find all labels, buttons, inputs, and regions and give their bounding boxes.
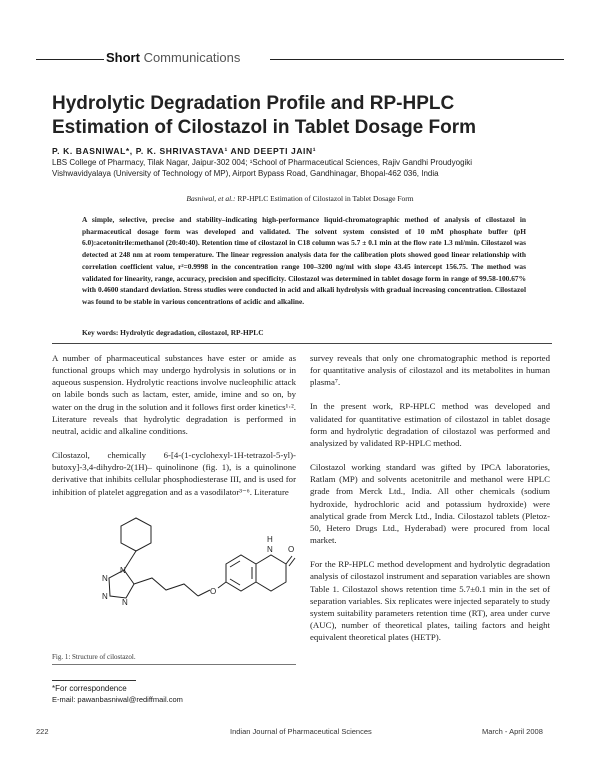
section-label-rest: Communications xyxy=(139,50,241,65)
body-paragraph: Cilostazol, chemically 6-[4-(1-cyclohexyl-1H-tetrazol-5-yl)-butoxy]-3,4-dihydro-2(1H)– quinolinone (fig. 1), is a quinolinone derivative that inhibits cellular phosphodiesterase III, and is used for inhibition of platelet aggregation and as a vasodilator³⁻⁶. Literature xyxy=(52,450,296,497)
section-label-bold: Short xyxy=(106,50,140,65)
atom-o-carbonyl: O xyxy=(288,545,295,554)
affiliation-line-1: LBS College of Pharmacy, Tilak Nagar, Jaipur-302 004; ¹School of Pharmaceutical Sciences, Rajiv Gandhi Proudyogiki xyxy=(52,158,473,167)
body-paragraph: survey reveals that only one chromatographic method is reported for quantitative analysis of cilostazol and its metabolites in human plasma⁷. xyxy=(310,353,550,388)
atom-n: N xyxy=(102,574,108,583)
running-title xyxy=(0,194,600,203)
right-column xyxy=(310,352,550,655)
body-paragraph: A number of pharmaceutical substances have ester or amide as functional groups which may undergo hydrolysis in solutions or in aqueous suspension. Hydrolytic reactions involve nucleophilic attack on labile bonds such as lactam, ester, amide, imine and so on, by water on the drug in the solution and it follows first order kinetics¹·². Literature reveals that hydrolytic degradation is performed in neutral, acidic and alkaline conditions. xyxy=(52,353,296,436)
atom-n: N xyxy=(120,566,126,575)
running-title-text: RP-HPLC Estimation of Cilostazol in Tablet Dosage Form xyxy=(235,194,414,203)
page-number: 222 xyxy=(36,727,49,736)
butyl-chain xyxy=(134,578,198,596)
abstract-divider xyxy=(52,343,552,344)
author-list: P. K. BASNIWAL*, P. K. SHRIVASTAVA¹ AND DEEPTI JAIN¹ xyxy=(52,146,317,156)
correspondence-email: E-mail: pawanbasniwal@rediffmail.com xyxy=(52,695,183,704)
atom-n: N xyxy=(122,598,128,607)
figure-caption: Fig. 1: Structure of cilostazol. xyxy=(52,653,136,661)
lactam-ring xyxy=(256,555,286,591)
footnote-divider xyxy=(52,680,136,681)
journal-name: Indian Journal of Pharmaceutical Sciences xyxy=(230,727,372,736)
atom-h: H xyxy=(267,535,273,544)
affiliation-line-2: Vishwavidyalaya (University of Technology of MP), Airport Bypass Road, Gandhinagar, Bhopal-462 036, India xyxy=(52,169,439,178)
article-title: Hydrolytic Degradation Profile and RP-HPLC Estimation of Cilostazol in Tablet Dosage Form xyxy=(52,93,477,138)
correspondence-label: *For correspondence xyxy=(52,684,127,693)
bond xyxy=(198,590,210,596)
abstract: A simple, selective, precise and stability–indicating high-performance liquid-chromatographic method of analysis of cilostazol in pharmaceutical dosage form was developed and validated. The solvent system consisted of 10 mM phosphate buffer (pH 6.0):acetonitrile:methanol (20:40:40). Retention time of cilostazol in C18 column was 5.7 ± 0.1 min at the flow rate 1.3 ml/min. Cilostazol was detected at 248 nm at room temperature. The linear regression analysis data for the calibration plots showed good linear relationship with correlation coefficient value, r²=0.9998 in the concentration range 100–3200 ng/ml with slope 43.45 intercept 156.75. The method was validated for linearity, range, accuracy, precision and specificity. Cilostazol was determined in tablet dosage form in range of 99.58-100.67% with 0.4600 standard deviation. Stress studies were conducted in acid and alkali hydrolysis with gradual increasing concentration. Cilostazol was found to be stable in various concentrations of acidic and alkaline. xyxy=(82,215,526,306)
atom-n-ring: N xyxy=(267,545,273,554)
section-header xyxy=(36,52,564,66)
section-rule-right xyxy=(270,59,564,60)
running-title-authors: Basniwal, et al.: xyxy=(186,194,236,203)
double-bond xyxy=(230,561,240,567)
atom-n: N xyxy=(102,592,108,601)
left-column xyxy=(52,352,296,510)
section-rule-left xyxy=(36,59,104,60)
figure-divider xyxy=(52,664,296,665)
body-paragraph: In the present work, RP-HPLC method was developed and validated for quantitative estimation of cilostazol in tablet dosage form and hydrolytic degradation of cilostazol was performed and analysized by validated RP-HPLC method. xyxy=(310,401,550,448)
section-label xyxy=(106,50,240,65)
bond xyxy=(124,551,136,570)
issue-date: March - April 2008 xyxy=(482,727,543,736)
bond xyxy=(218,582,226,588)
figure-1 xyxy=(52,512,296,650)
cilostazol-structure-diagram xyxy=(52,512,296,650)
atom-o-ether: O xyxy=(210,587,217,596)
body-paragraph: For the RP-HPLC method development and hydrolytic degradation analysis of cilostazol instrument and separation variables are shown Table 1. Cilostazol shows retention time 5.7±0.1 min in the set of separation variables. Six replicates were injected separately to study system suitability parameters retention time (RT), area under curve (AUC), number of theoretical plates, tailing factors and height equivalent theoretical plates (HETP). xyxy=(310,559,550,643)
double-bond xyxy=(230,579,240,585)
keywords: Key words: Hydrolytic degradation, cilostazol, RP-HPLC xyxy=(82,328,264,337)
cyclohexyl-ring xyxy=(121,518,151,551)
body-paragraph: Cilostazol working standard was gifted by IPCA laboratories, Ratlam (MP) and solvents acetonitrile and methanol were HPLC grade from Merck Ltd., India. All other chemicals (sodium hydroxide, hydrochloric acid and potassium hydroxide) were analytical grade from Merck Ltd., India. Cilostazol tablets (Pletoz-50, Hetero Drugs Ltd., Hyderabad) were procured from local market. xyxy=(310,462,550,546)
